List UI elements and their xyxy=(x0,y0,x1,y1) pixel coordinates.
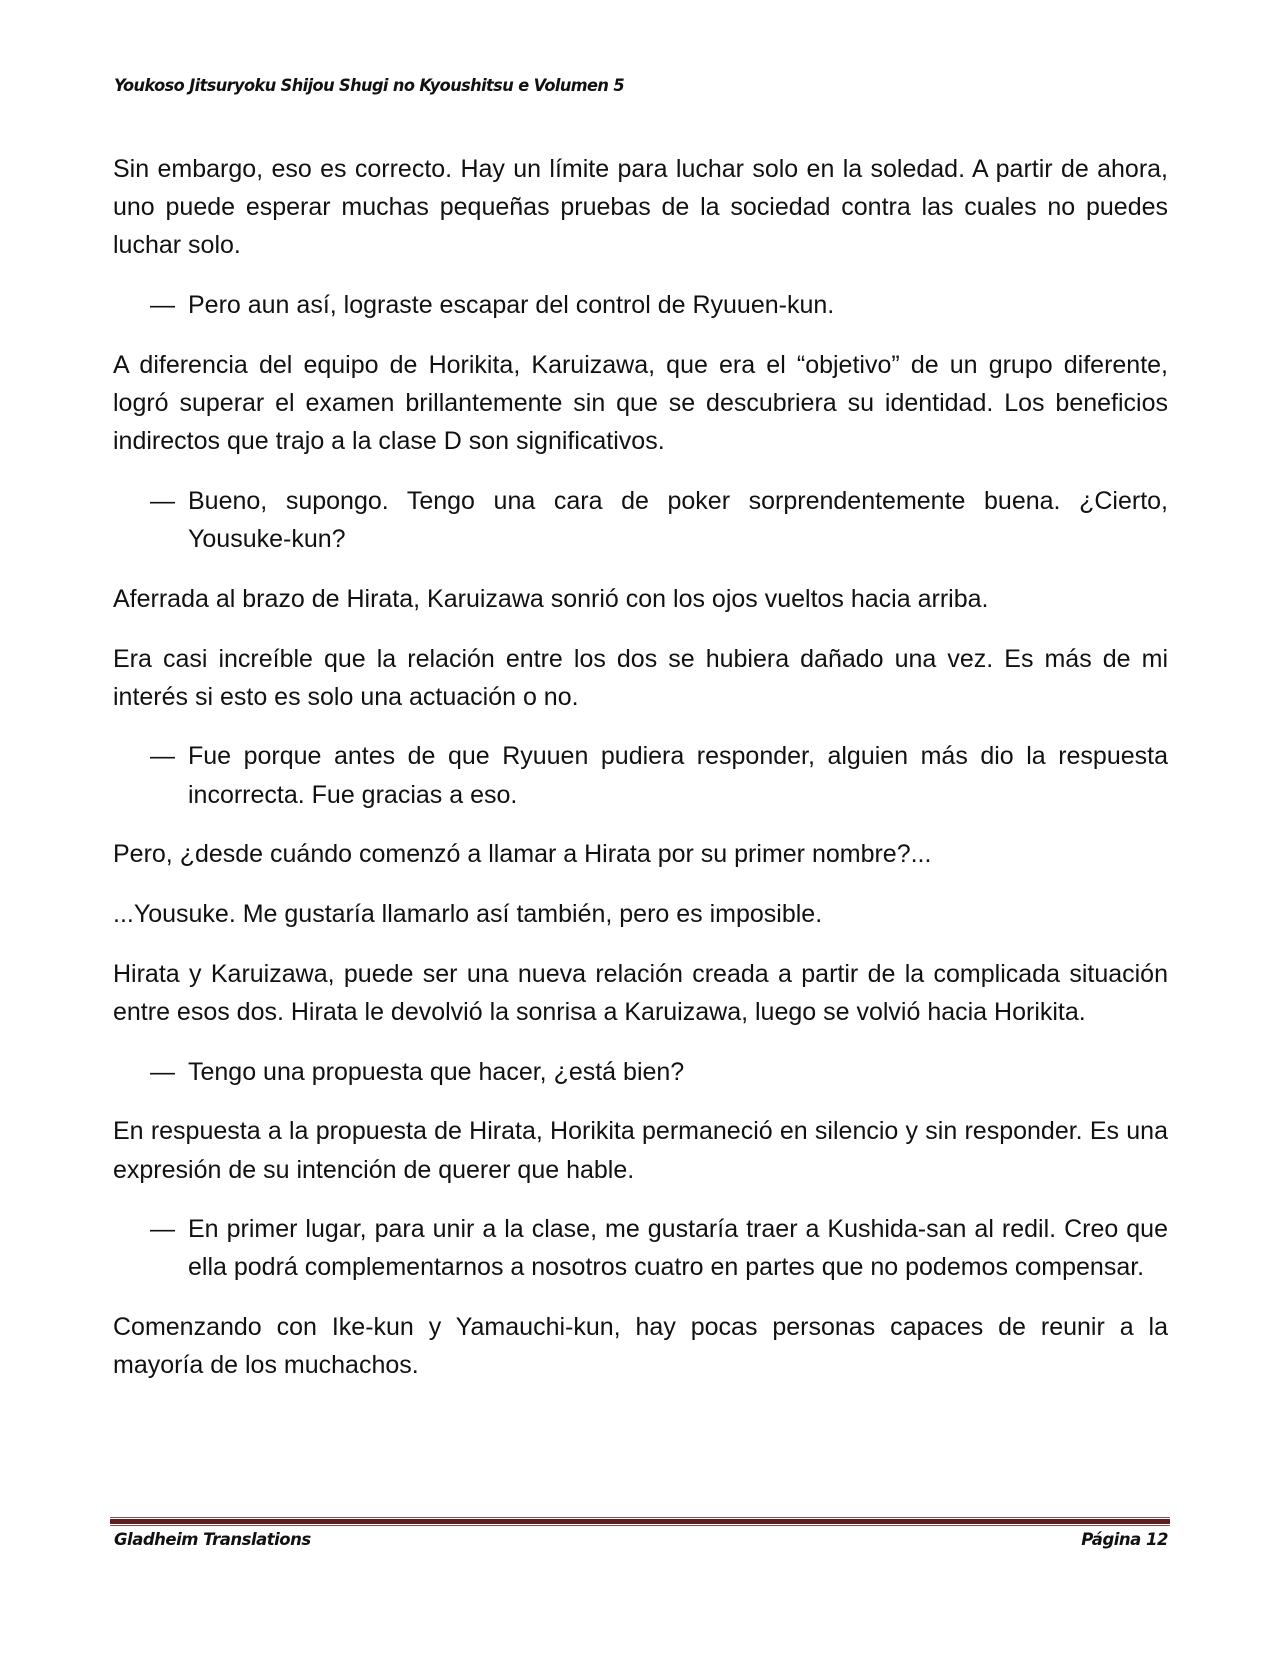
paragraph: Comenzando con Ike-kun y Yamauchi-kun, hay pocas personas capaces de reunir a la mayoría de los muchachos. xyxy=(113,1313,1168,1380)
em-dash: — xyxy=(150,1215,175,1244)
footer-divider-thin-bottom xyxy=(110,1525,1170,1526)
em-dash: — xyxy=(150,742,175,771)
dialogue-text: Fue porque antes de que Ryuuen pudiera responder, alguien más dio la respuesta incorrecta. Fue gracias a eso. xyxy=(188,742,1168,809)
dialogue-line xyxy=(113,1210,1168,1286)
paragraph: Hirata y Karuizawa, puede ser una nueva relación creada a partir de la complicada situación entre esos dos. Hirata le devolvió la sonrisa a Karuizawa, luego se volvió hacia Horikita. xyxy=(113,959,1168,1026)
paragraph: ...Yousuke. Me gustaría llamarlo así también, pero es imposible. xyxy=(113,900,823,929)
paragraph: En respuesta a la propuesta de Hirata, Horikita permaneció en silencio y sin responder. Es una expresión de su intención de querer que hable. xyxy=(113,1117,1168,1184)
running-header: Youkoso Jitsuryoku Shijou Shugi no Kyoushitsu e Volumen 5 xyxy=(114,76,625,95)
page-body xyxy=(113,150,1168,1406)
footer-divider-thin-top xyxy=(110,1517,1170,1518)
em-dash: — xyxy=(150,1057,175,1086)
footer-divider xyxy=(110,1515,1170,1527)
paragraph: Pero, ¿desde cuándo comenzó a llamar a Hirata por su primer nombre?... xyxy=(113,840,932,869)
paragraph: Aferrada al brazo de Hirata, Karuizawa sonrió con los ojos vueltos hacia arriba. xyxy=(113,584,989,613)
paragraph: A diferencia del equipo de Horikita, Karuizawa, que era el “objetivo” de un grupo diferente, logró superar el examen brillantemente sin que se descubriera su identidad. Los beneficios indirectos que trajo a la clase D son significativos. xyxy=(113,350,1168,456)
dialogue-line xyxy=(113,1053,1168,1091)
dialogue-text: En primer lugar, para unir a la clase, me gustaría traer a Kushida-san al redil. Creo que ella podrá complementarnos a nosotros cuatro en partes que no podemos compensar. xyxy=(188,1215,1168,1282)
paragraph: Era casi increíble que la relación entre los dos se hubiera dañado una vez. Es más de mi interés si esto es solo una actuación o no. xyxy=(113,644,1168,711)
dialogue-line xyxy=(113,286,1168,324)
footer-page-number: Página 12 xyxy=(1081,1530,1168,1549)
paragraph: Sin embargo, eso es correcto. Hay un límite para luchar solo en la soledad. A partir de ahora, uno puede esperar muchas pequeñas pruebas de la sociedad contra las cuales no puedes luchar solo. xyxy=(113,155,1168,260)
em-dash: — xyxy=(150,486,175,515)
footer-translator-credit: Gladheim Translations xyxy=(114,1530,311,1549)
footer-divider-thick xyxy=(110,1519,1170,1524)
dialogue-text: Pero aun así, lograste escapar del control de Ryuuen-kun. xyxy=(188,291,835,320)
dialogue-text: Tengo una propuesta que hacer, ¿está bien? xyxy=(188,1057,685,1086)
dialogue-text: Bueno, supongo. Tengo una cara de poker sorprendentemente buena. ¿Cierto, Yousuke-kun? xyxy=(188,486,1168,554)
dialogue-line xyxy=(113,737,1168,813)
em-dash: — xyxy=(150,291,175,320)
dialogue-line xyxy=(113,482,1168,558)
